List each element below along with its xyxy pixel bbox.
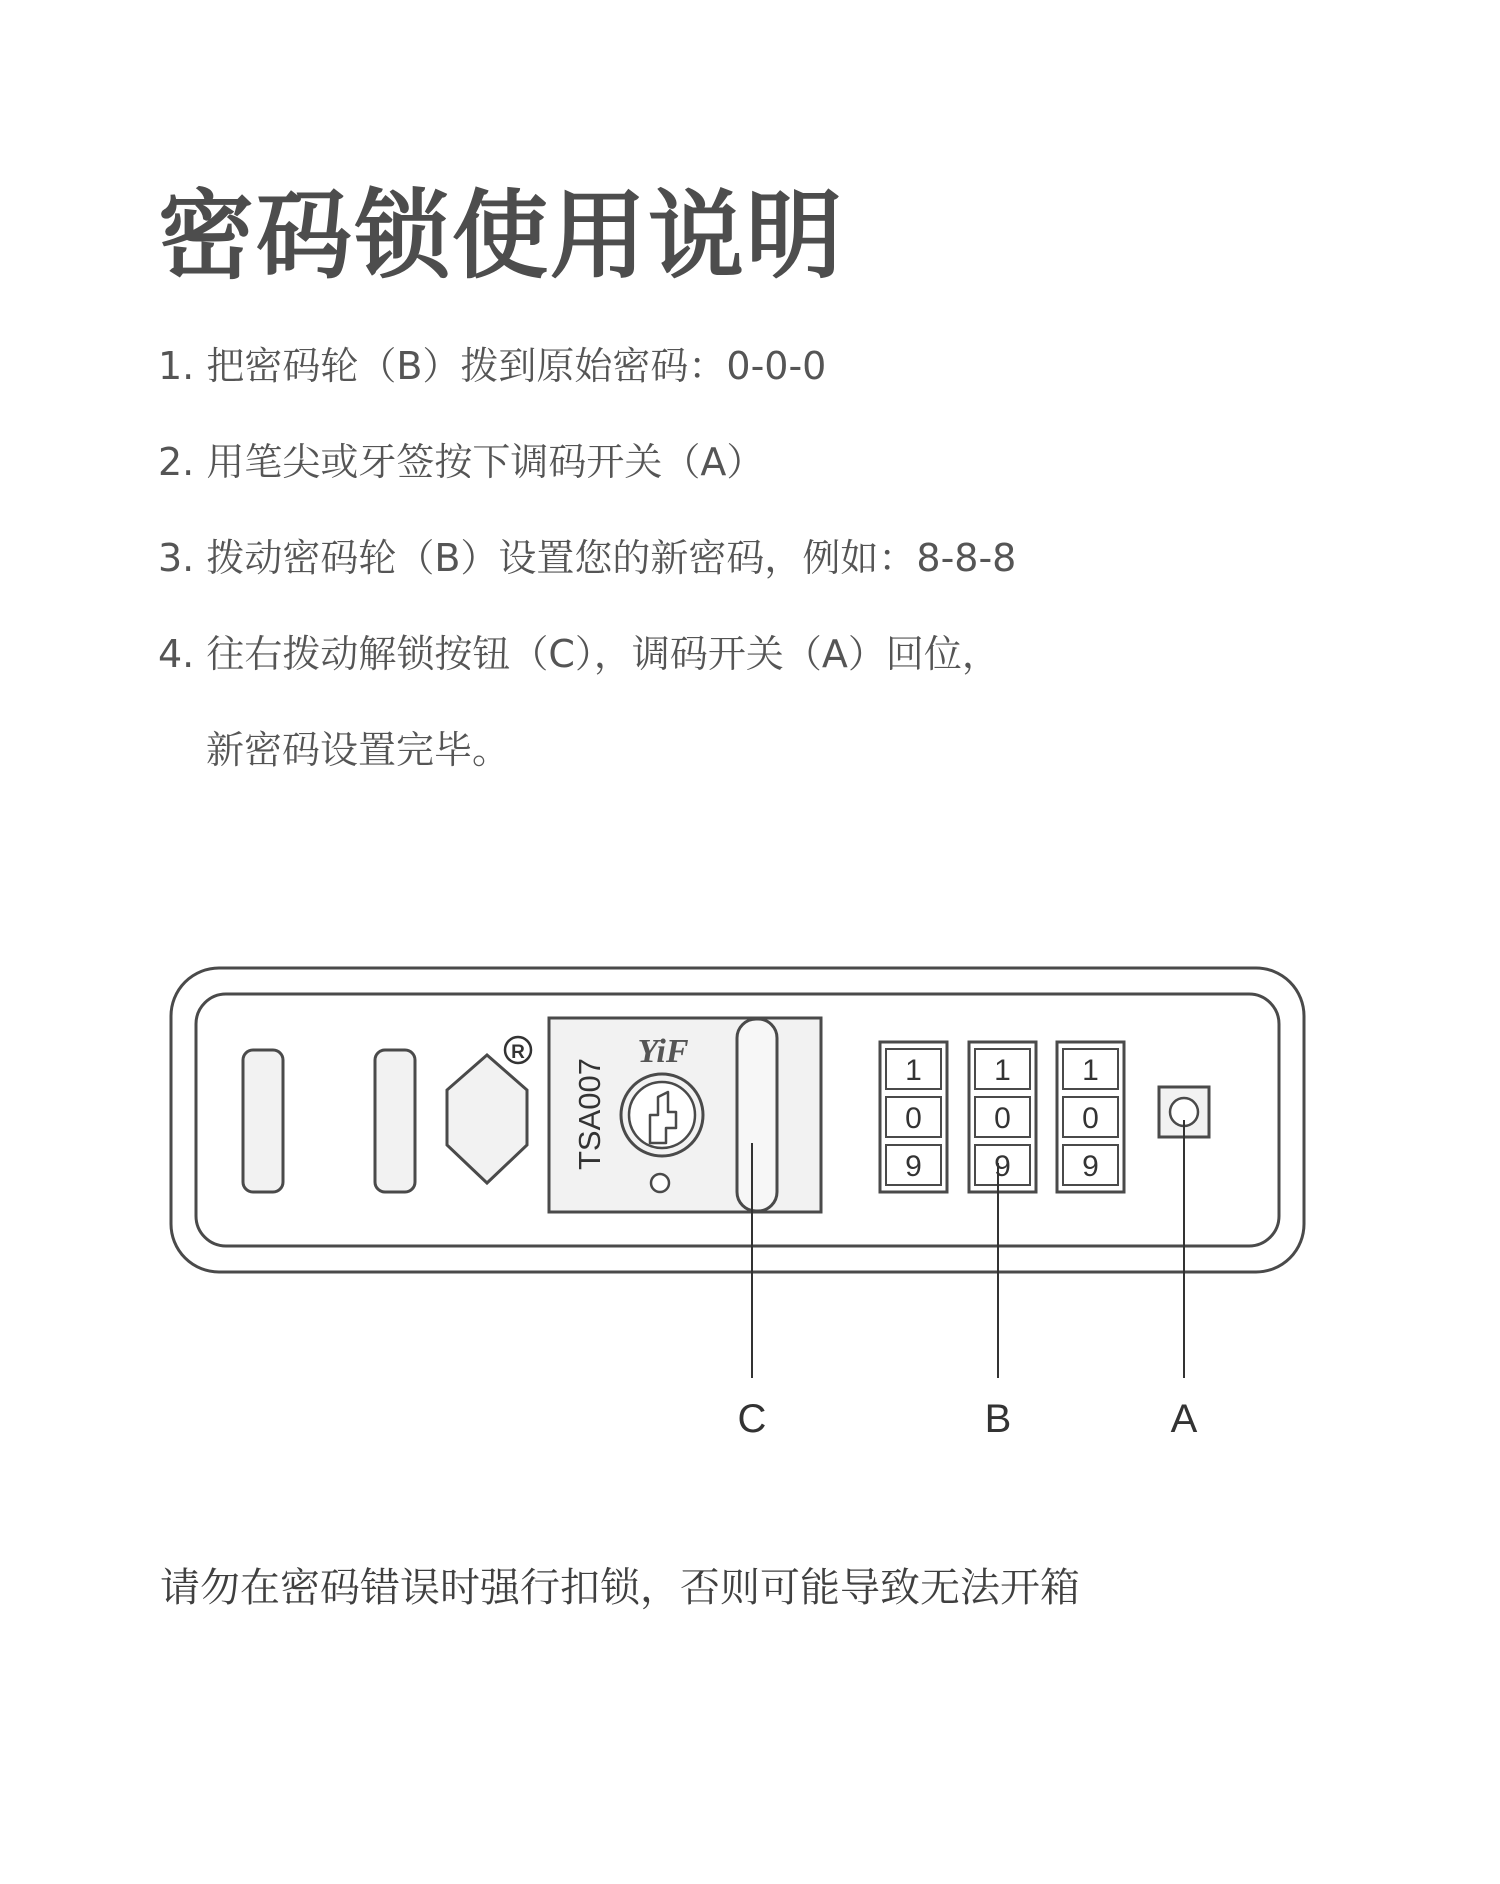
combination-wheel-1[interactable] — [880, 1042, 947, 1192]
model-label: TSA007 — [572, 1057, 607, 1170]
instruction-step-4: 4. 往右拨动解锁按钮（C），调码开关（A）回位， — [158, 632, 1000, 676]
registered-mark: R — [511, 1042, 525, 1063]
instruction-step-4-continued: 新密码设置完毕。 — [206, 728, 511, 772]
brand-logo: YiF — [637, 1033, 689, 1070]
wheel-digit: 0 — [1082, 1102, 1099, 1135]
keyhole-icon — [621, 1074, 703, 1156]
page-title: 密码锁使用说明 — [158, 180, 844, 292]
wheel-digit: 1 — [994, 1054, 1011, 1087]
wheel-digit: 1 — [905, 1054, 922, 1087]
lock-slot-middle — [375, 1050, 415, 1192]
combination-wheel-3[interactable] — [1057, 1042, 1124, 1192]
warning-note: 请勿在密码错误时强行扣锁，否则可能导致无法开箱 — [160, 1565, 1080, 1611]
instruction-step-3: 3. 拨动密码轮（B）设置您的新密码，例如：8-8-8 — [158, 536, 1017, 580]
callout-label-c: C — [737, 1397, 767, 1441]
instruction-step-1: 1. 把密码轮（B）拨到原始密码：0-0-0 — [158, 344, 827, 388]
tsa-logo-icon — [447, 1055, 527, 1183]
instruction-step-2: 2. 用笔尖或牙签按下调码开关（A） — [158, 440, 765, 484]
wheel-digit: 1 — [1082, 1054, 1099, 1087]
callout-label-b: B — [984, 1397, 1012, 1441]
wheel-digit: 9 — [905, 1150, 922, 1183]
unlock-button[interactable] — [737, 1019, 777, 1211]
wheel-digit: 0 — [994, 1102, 1011, 1135]
wheel-digit: 0 — [905, 1102, 922, 1135]
combination-wheel-2[interactable] — [969, 1042, 1036, 1192]
wheel-digit: 9 — [1082, 1150, 1099, 1183]
reset-pin-hole — [651, 1174, 669, 1192]
wheel-digit: 9 — [994, 1150, 1011, 1183]
callout-label-a: A — [1170, 1397, 1198, 1441]
lock-slot-left — [243, 1050, 283, 1192]
